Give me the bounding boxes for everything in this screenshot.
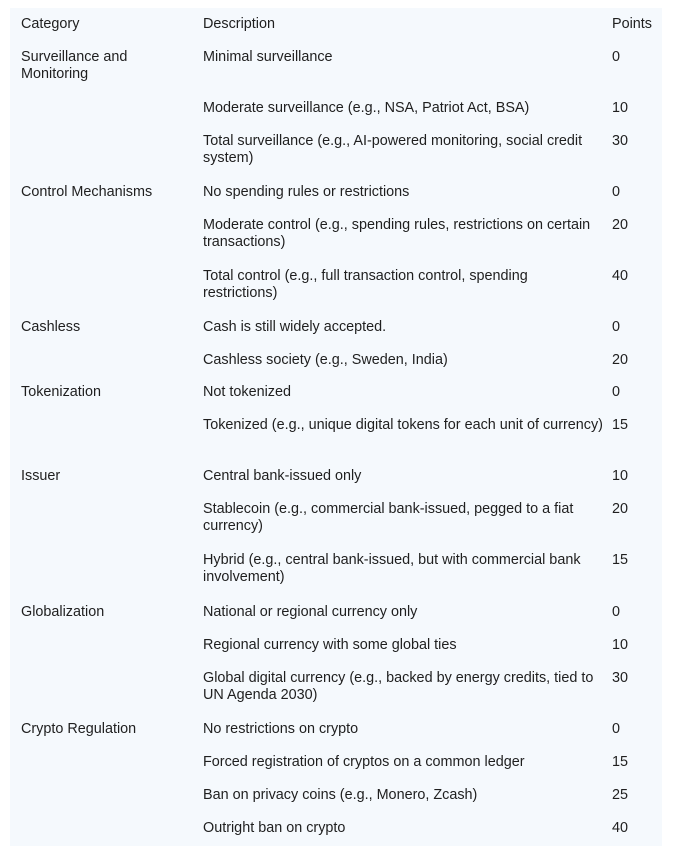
row-description: Regional currency with some global ties <box>203 637 457 653</box>
row-description: Total surveillance (e.g., AI-powered monitoring, social credit system) <box>203 133 583 166</box>
row-description: Tokenized (e.g., unique digital tokens for each unit of currency) <box>203 417 603 433</box>
row-category: Cashless <box>21 319 81 335</box>
row-description: Total control (e.g., full transaction control, spending restrictions) <box>203 268 528 301</box>
header-category: Category <box>21 16 80 32</box>
row-description: Cashless society (e.g., Sweden, India) <box>203 352 448 368</box>
row-description: Moderate surveillance (e.g., NSA, Patriot Act, BSA) <box>203 100 530 116</box>
row-points: 0 <box>612 49 621 65</box>
row-points: 0 <box>612 721 621 737</box>
row-description: Not tokenized <box>203 384 291 400</box>
row-description: National or regional currency only <box>203 604 418 620</box>
row-points: 40 <box>612 820 629 836</box>
row-points: 30 <box>612 670 629 686</box>
row-description: Forced registration of cryptos on a common ledger <box>203 754 525 770</box>
row-points: 30 <box>612 133 629 149</box>
row-category: Surveillance and Monitoring <box>21 49 128 82</box>
row-category: Globalization <box>21 604 105 620</box>
row-points: 0 <box>612 384 621 400</box>
row-description: Central bank-issued only <box>203 468 362 484</box>
row-points: 15 <box>612 552 629 568</box>
row-category: Control Mechanisms <box>21 184 153 200</box>
header-description: Description <box>203 16 275 32</box>
row-points: 0 <box>612 319 621 335</box>
row-points: 40 <box>612 268 629 284</box>
row-description: Hybrid (e.g., central bank-issued, but with commercial bank involvement) <box>203 552 581 585</box>
row-points: 0 <box>612 604 621 620</box>
row-category: Issuer <box>21 468 61 484</box>
row-description: Ban on privacy coins (e.g., Monero, Zcash) <box>203 787 478 803</box>
row-points: 10 <box>612 468 629 484</box>
row-points: 20 <box>612 352 629 368</box>
row-points: 10 <box>612 637 629 653</box>
row-points: 10 <box>612 100 629 116</box>
row-points: 20 <box>612 501 629 517</box>
row-description: Stablecoin (e.g., commercial bank-issued, pegged to a fiat currency) <box>203 501 574 534</box>
row-points: 15 <box>612 417 629 433</box>
row-points: 25 <box>612 787 629 803</box>
row-description: Cash is still widely accepted. <box>203 319 387 335</box>
table-container <box>10 8 662 846</box>
row-category: Crypto Regulation <box>21 721 137 737</box>
row-description: No spending rules or restrictions <box>203 184 410 200</box>
header-points: Points <box>612 16 652 32</box>
row-category: Tokenization <box>21 384 101 400</box>
row-description: Outright ban on crypto <box>203 820 346 836</box>
row-description: Moderate control (e.g., spending rules, restrictions on certain transactions) <box>203 217 591 250</box>
row-points: 0 <box>612 184 621 200</box>
row-description: No restrictions on crypto <box>203 721 359 737</box>
row-description: Global digital currency (e.g., backed by energy credits, tied to UN Agenda 2030) <box>203 670 594 703</box>
row-description: Minimal surveillance <box>203 49 333 65</box>
row-points: 20 <box>612 217 629 233</box>
row-points: 15 <box>612 754 629 770</box>
